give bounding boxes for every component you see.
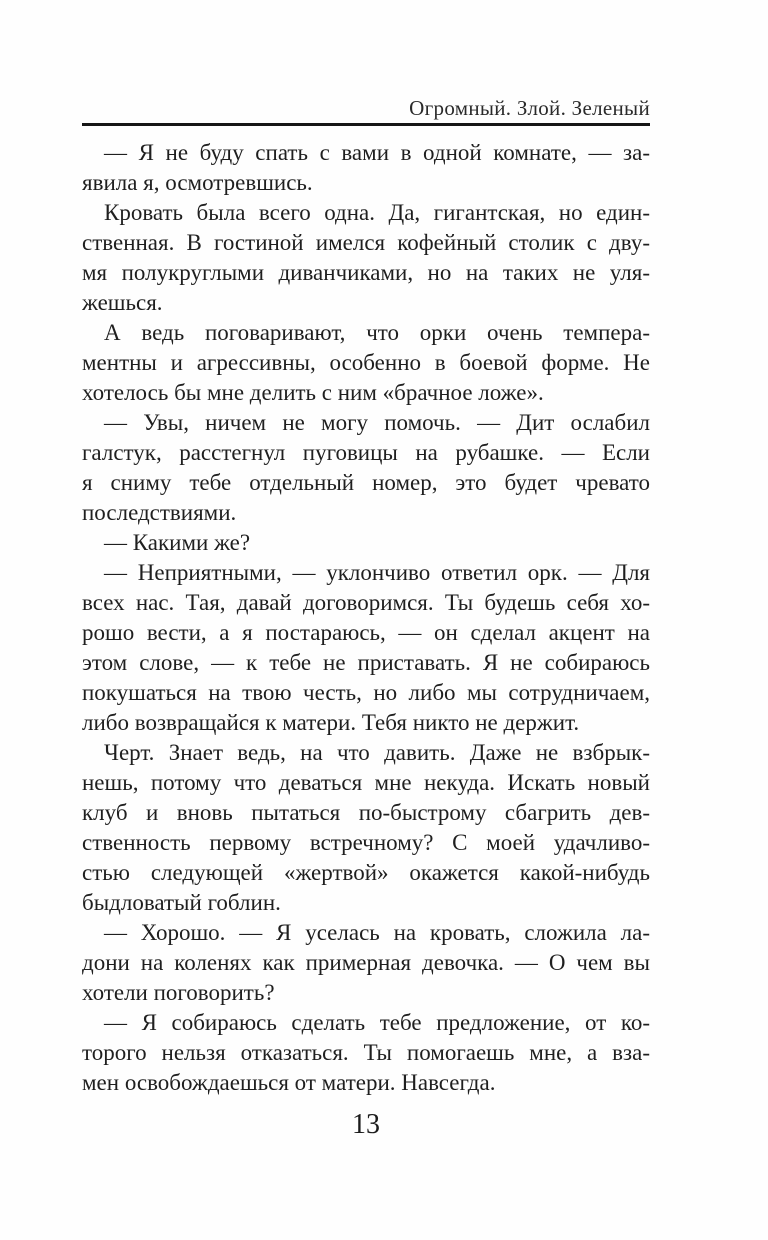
text-line: ственная. В гостиной имелся кофейный столик с дву- — [82, 230, 650, 255]
text-line: жешься. — [82, 290, 163, 315]
header-rule — [82, 123, 650, 126]
text-line: всех нас. Тая, давай договоримся. Ты будешь себя хо- — [82, 590, 650, 615]
text-line: — Увы, ничем не могу помочь. — Дит ослабил — [104, 410, 650, 435]
body-text — [82, 138, 650, 1098]
paragraph — [82, 738, 650, 918]
text-line: А ведь поговаривают, что орки очень темпера- — [104, 320, 650, 345]
page-number: 13 — [352, 1109, 380, 1140]
text-line: мен освобождаешься от матери. Навсегда. — [82, 1070, 496, 1095]
text-line: ственность первому встречному? С моей удачливо- — [82, 830, 650, 855]
text-line: последствиями. — [82, 500, 237, 525]
text-line: торого нельзя отказаться. Ты помогаешь мне, а вза- — [82, 1040, 650, 1065]
paragraph — [82, 558, 650, 738]
paragraph — [82, 318, 650, 408]
text-line: быдловатый гоблин. — [82, 890, 281, 915]
text-line: я сниму тебе отдельный номер, это будет чревато — [82, 470, 650, 495]
text-line: стью следующей «жертвой» окажется какой-нибудь — [82, 860, 650, 885]
paragraph — [82, 918, 650, 1008]
text-line: ментны и агрессивны, особенно в боевой форме. Не — [82, 350, 650, 375]
paragraph — [82, 138, 650, 198]
text-line: хотелось бы мне делить с ним «брачное ложе». — [82, 380, 544, 405]
paragraph — [82, 198, 650, 318]
paragraph — [82, 528, 650, 558]
text-line: покушаться на твою честь, но либо мы сотрудничаем, — [82, 680, 650, 705]
text-line: рошо вести, а я постараюсь, — он сделал акцент на — [82, 620, 650, 645]
text-line: галстук, расстегнул пуговицы на рубашке. — Если — [82, 440, 650, 465]
text-line: явила я, осмотревшись. — [82, 170, 313, 195]
text-line: нешь, потому что деваться мне некуда. Искать новый — [82, 770, 650, 795]
paragraph — [82, 1008, 650, 1098]
text-line: — Какими же? — [104, 530, 251, 555]
text-line: — Я собираюсь сделать тебе предложение, от ко- — [104, 1010, 650, 1035]
text-line: — Хорошо. — Я уселась на кровать, сложила ла- — [104, 920, 650, 945]
text-line: дони на коленях как примерная девочка. — О чем вы — [82, 950, 650, 975]
text-line: Кровать была всего одна. Да, гигантская, но един- — [104, 200, 650, 225]
paragraph — [82, 408, 650, 528]
running-head-title: Огромный. Злой. Зеленый — [409, 96, 650, 120]
text-line: — Я не буду спать с вами в одной комнате, — за- — [104, 140, 650, 165]
text-line: Черт. Знает ведь, на что давить. Даже не взбрык- — [104, 740, 650, 765]
text-line: либо возвращайся к матери. Тебя никто не держит. — [82, 710, 580, 735]
text-line: — Неприятными, — уклончиво ответил орк. — Для — [104, 560, 650, 585]
text-line: этом слове, — к тебе не приставать. Я не собираюсь — [82, 650, 650, 675]
text-line: клуб и вновь пытаться по-быстрому сбагрить дев- — [82, 800, 650, 825]
text-line: мя полукруглыми диванчиками, но на таких не уля- — [82, 260, 650, 285]
running-head — [82, 95, 650, 121]
text-line: хотели поговорить? — [82, 980, 275, 1005]
